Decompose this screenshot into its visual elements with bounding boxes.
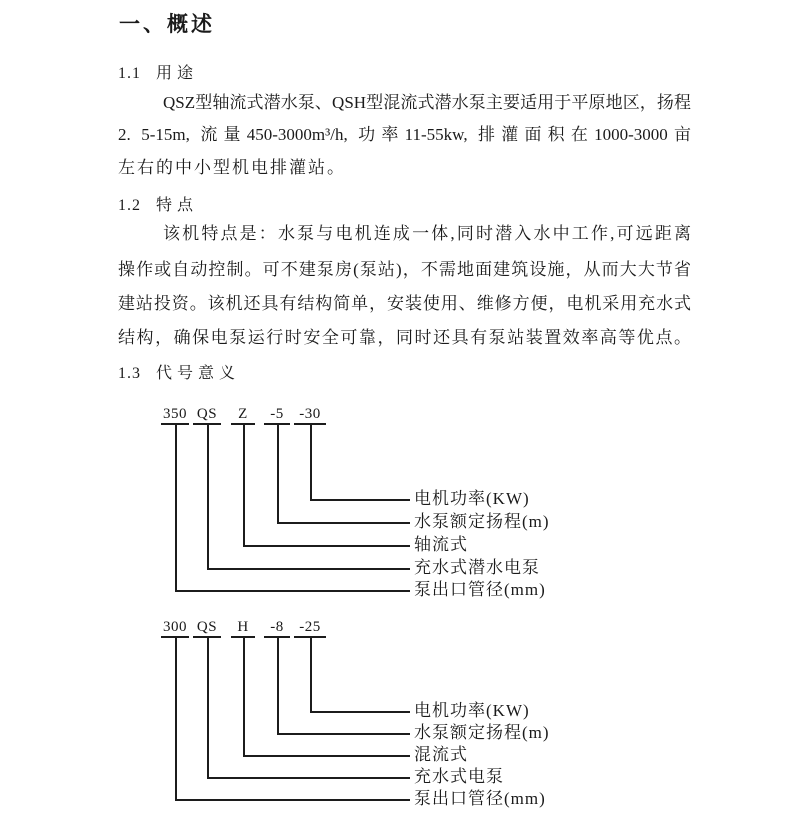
code-meaning-pump-series: 充水式电泵 [414, 767, 504, 786]
code-meaning-motor-power: 电机功率(KW) [414, 701, 530, 720]
page-title: 一、概述 [119, 12, 215, 36]
code-meaning-motor-power: 电机功率(KW) [414, 489, 530, 508]
section-title: 代号意义 [156, 365, 241, 382]
connector-vline [175, 425, 177, 592]
section-heading-1-3 [118, 360, 240, 383]
code-segment-diameter: 350 [161, 406, 189, 425]
code-segment-type: H [231, 619, 255, 638]
section-number: 1.3 [118, 365, 141, 382]
paragraph-line: 2. 5-15m, 流量450-3000m³/h, 功率11-55kw, 排灌面积在1000-3000亩 [118, 125, 691, 144]
connector-hline [207, 777, 410, 779]
paragraph-line: 建站投资。该机还具有结构简单，安装使用、维修方便，电机采用充水式 [118, 294, 691, 313]
code-meaning-outlet-diameter: 泵出口管径(mm) [414, 789, 546, 808]
section-number: 1.2 [118, 197, 141, 214]
connector-vline [310, 425, 312, 501]
code-meaning-rated-head: 水泵额定扬程(m) [414, 723, 550, 742]
code-segment-head: -5 [264, 406, 290, 425]
paragraph-line: 该机特点是：水泵与电机连成一体,同时潜入水中工作,可远距离 [163, 224, 691, 243]
code-segment-power: -25 [294, 619, 326, 638]
section-heading-1-2 [118, 192, 198, 215]
connector-vline [243, 638, 245, 757]
connector-vline [175, 638, 177, 801]
connector-hline [243, 545, 410, 547]
code-segment-series: QS [193, 406, 221, 425]
connector-vline [207, 425, 209, 570]
connector-hline [207, 568, 410, 570]
paragraph-line: 操作或自动控制。可不建泵房(泵站)，不需地面建筑设施，从而大大节省 [118, 260, 691, 279]
section-title: 用途 [156, 65, 199, 82]
connector-vline [207, 638, 209, 779]
code-meaning-outlet-diameter: 泵出口管径(mm) [414, 580, 546, 599]
code-segment-power: -30 [294, 406, 326, 425]
paragraph-line: 结构，确保电泵运行时安全可靠，同时还具有泵站装置效率高等优点。 [118, 328, 691, 347]
connector-hline [277, 733, 410, 735]
code-meaning-flow-type: 轴流式 [414, 535, 468, 554]
connector-hline [175, 799, 410, 801]
connector-hline [310, 499, 410, 501]
connector-vline [277, 425, 279, 524]
code-segment-head: -8 [264, 619, 290, 638]
connector-vline [310, 638, 312, 713]
connector-hline [175, 590, 410, 592]
code-segment-type: Z [231, 406, 255, 425]
code-meaning-pump-series: 充水式潜水电泵 [414, 558, 540, 577]
connector-hline [310, 711, 410, 713]
section-number: 1.1 [118, 65, 141, 82]
section-heading-1-1 [118, 60, 198, 83]
connector-vline [243, 425, 245, 547]
connector-hline [243, 755, 410, 757]
connector-hline [277, 522, 410, 524]
code-segment-series: QS [193, 619, 221, 638]
code-meaning-rated-head: 水泵额定扬程(m) [414, 512, 550, 531]
code-meaning-flow-type: 混流式 [414, 745, 468, 764]
paragraph-line: QSZ型轴流式潜水泵、QSH型混流式潜水泵主要适用于平原地区，扬程 [163, 93, 691, 112]
paragraph-line: 左右的中小型机电排灌站。 [118, 158, 346, 177]
connector-vline [277, 638, 279, 735]
section-title: 特点 [156, 197, 199, 214]
code-segment-diameter: 300 [161, 619, 189, 638]
